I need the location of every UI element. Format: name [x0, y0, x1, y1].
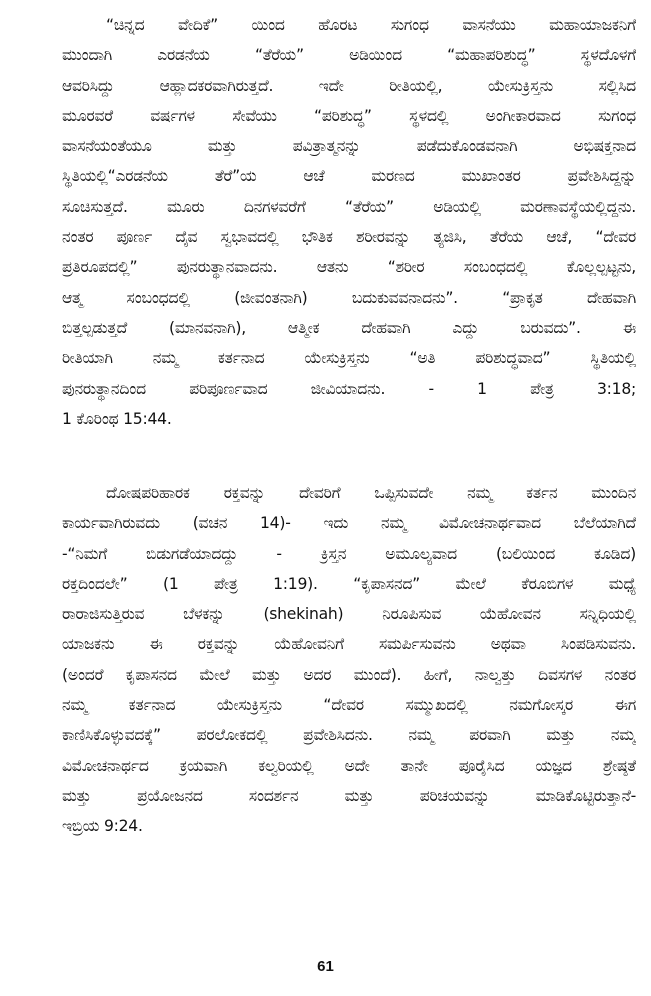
- text-line: ಆತ್ಮ ಸಂಬಂಧದಲ್ಲಿ (ಜೀವಂತನಾಗಿ) ಬದುಕುವವನಾದನು”. “ಪ್ರಾಕೃತ ದೇಹವಾಗಿ: [62, 288, 636, 307]
- text-line: -“ನಿಮಗೆ ಬಿಡುಗಡೆಯಾದದ್ದು - ಕ್ರಿಸ್ತನ ಅಮೂಲ್ಯವಾದ (ಬಲಿಯಿಂದ ಕೂಡಿದ): [62, 544, 636, 563]
- text-line: ಬಿತ್ತಲ್ಪಡುತ್ತದೆ (ಮಾನವನಾಗಿ), ಆತ್ಮೀಕ ದೇಹವಾಗಿ ಎದ್ದು ಬರುವದು”. ಈ: [62, 318, 636, 337]
- text-line: ದೋಷಪರಿಹಾರಕ ರಕ್ತವನ್ನು ದೇವರಿಗೆ ಒಪ್ಪಿಸುವದೇ ನಮ್ಮ ಕರ್ತನ ಮುಂದಿನ: [106, 484, 636, 502]
- text-line: ಮೂರವರೆ ವರ್ಷಗಳ ಸೇವೆಯು “ಪರಿಶುದ್ಧ” ಸ್ಥಳದಲ್ಲಿ ಅಂಗೀಕಾರವಾದ ಸುಗಂಧ: [62, 106, 636, 125]
- text-line: “ಚಿನ್ನದ ವೇದಿಕೆ” ಯಿಂದ ಹೊರಟ ಸುಗಂಧ ವಾಸನೆಯು ಮಹಾಯಾಜಕನಿಗೆ: [106, 16, 636, 34]
- text-line: ಸ್ಥಿತಿಯಲ್ಲಿ“ಎರಡನೆಯ ತೆರೆ”ಯ ಆಚೆ ಮರಣದ ಮುಖಾಂತರ ಪ್ರವೇಶಿಸಿದ್ದನ್ನು: [62, 167, 636, 186]
- text-line: ವಾಸನೆಯಂತೆಯೂ ಮತ್ತು ಪವಿತ್ರಾತ್ಮನನ್ನು ಪಡೆದುಕೊಂಡವನಾಗಿ ಅಭಿಷಕ್ತನಾದ: [62, 137, 636, 156]
- text-line: ಕಾರ್ಯವಾಗಿರುವದು (ವಚನ 14)- ಇದು ನಮ್ಮ ವಿಮೋಚನಾರ್ಥವಾದ ಬೆಲೆಯಾಗಿದೆ: [62, 514, 636, 533]
- text-line: ಇಬ್ರಿಯ 9:24.: [62, 817, 143, 836]
- text-line: ಯಾಜಕನು ಈ ರಕ್ತವನ್ನು ಯೆಹೋವನಿಗೆ ಸಮರ್ಪಿಸುವನು ಅಥವಾ ಸಿಂಪಡಿಸುವನು.: [62, 635, 636, 654]
- text-line: ರಕ್ತದಿಂದಲೇ” (1 ಪೇತ್ರ 1:19). “ಕೃಪಾಸನದ” ಮೇಲೆ ಕೆರೂಬಿಗಳ ಮಧ್ಯೆ: [62, 574, 636, 593]
- text-line: ಮತ್ತು ಪ್ರಯೋಜನದ ಸಂದರ್ಶನ ಮತ್ತು ಪರಿಚಯವನ್ನು ಮಾಡಿಕೊಟ್ಟಿರುತ್ತಾನೆ-: [62, 786, 636, 805]
- text-line: 1 ಕೊರಿಂಥ 15:44.: [62, 409, 172, 428]
- paragraph-2: [62, 478, 636, 842]
- text-line: ನಮ್ಮ ಕರ್ತನಾದ ಯೇಸುಕ್ರಿಸ್ತನು “ದೇವರ ಸಮ್ಮುಖದಲ್ಲಿ ನಮಗೋಸ್ಕರ ಈಗ: [62, 696, 636, 715]
- text-line: ಆವರಿಸಿದ್ದು ಆಹ್ಲಾದಕರವಾಗಿರುತ್ತದೆ. ಇದೇ ರೀತಿಯಲ್ಲಿ, ಯೇಸುಕ್ರಿಸ್ತನು ಸಲ್ಲಿಸಿದ: [62, 76, 636, 95]
- text-line: ಪ್ರತಿರೂಪದಲ್ಲಿ” ಪುನರುತ್ಥಾನವಾದನು. ಆತನು “ಶರೀರ ಸಂಬಂಧದಲ್ಲಿ ಕೊಲ್ಲಲ್ಪಟ್ಟನು,: [62, 258, 636, 277]
- text-line: ರಾರಾಜಿಸುತ್ತಿರುವ ಬೆಳಕನ್ನು (shekinah) ನಿರೂಪಿಸುವ ಯೆಹೋವನ ಸನ್ನಿಧಿಯಲ್ಲಿ: [62, 605, 636, 624]
- text-line: ಕಾಣಿಸಿಕೊಳ್ಳುವದಕ್ಕೆ” ಪರಲೋಕದಲ್ಲಿ ಪ್ರವೇಶಿಸಿದನು. ನಮ್ಮ ಪರವಾಗಿ ಮತ್ತು ನಮ್ಮ: [62, 726, 636, 745]
- text-line: ರೀತಿಯಾಗಿ ನಮ್ಮ ಕರ್ತನಾದ ಯೇಸುಕ್ರಿಸ್ತನು “ಅತಿ ಪರಿಶುದ್ಧವಾದ” ಸ್ಥಿತಿಯಲ್ಲಿ: [62, 349, 636, 368]
- text-line: ವಿಮೋಚನಾರ್ಥದ ಕ್ರಯವಾಗಿ ಕಲ್ವರಿಯಲ್ಲಿ ಅದೇ ತಾನೇ ಪೂರೈಸಿದ ಯಜ್ಞದ ಶ್ರೇಷ್ಠತೆ: [62, 756, 636, 775]
- paragraph-1: [62, 10, 636, 434]
- text-line: (ಅಂದರೆ ಕೃಪಾಸನದ ಮೇಲೆ ಮತ್ತು ಅದರ ಮುಂದೆ). ಹೀಗೆ, ನಾಲ್ವತ್ತು ದಿವಸಗಳ ನಂತರ: [62, 665, 636, 684]
- text-line: ನಂತರ ಪೂರ್ಣ ದೈವ ಸ್ವಭಾವದಲ್ಲಿ ಭೌತಿಕ ಶರೀರವನ್ನು ತ್ಯಜಿಸಿ, ತೆರೆಯ ಆಚೆ, “ದೇವರ: [62, 228, 636, 247]
- text-line: ಮುಂದಾಗಿ ಎರಡನೆಯ “ತೆರೆಯ” ಅಡಿಯಿಂದ “ಮಹಾಪರಿಶುದ್ಧ” ಸ್ಥಳದೊಳಗೆ: [62, 46, 636, 65]
- text-line: ಪುನರುತ್ಥಾನದಿಂದ ಪರಿಪೂರ್ಣವಾದ ಜೀವಿಯಾದನು. - 1 ಪೇತ್ರ 3:18;: [62, 379, 636, 398]
- page-number: 61: [317, 958, 334, 975]
- text-line: ಸೂಚಿಸುತ್ತದೆ. ಮೂರು ದಿನಗಳವರೆಗೆ “ತೆರೆಯ” ಅಡಿಯಲ್ಲಿ ಮರಣಾವಸ್ಥೆಯಲ್ಲಿದ್ದನು.: [62, 197, 636, 216]
